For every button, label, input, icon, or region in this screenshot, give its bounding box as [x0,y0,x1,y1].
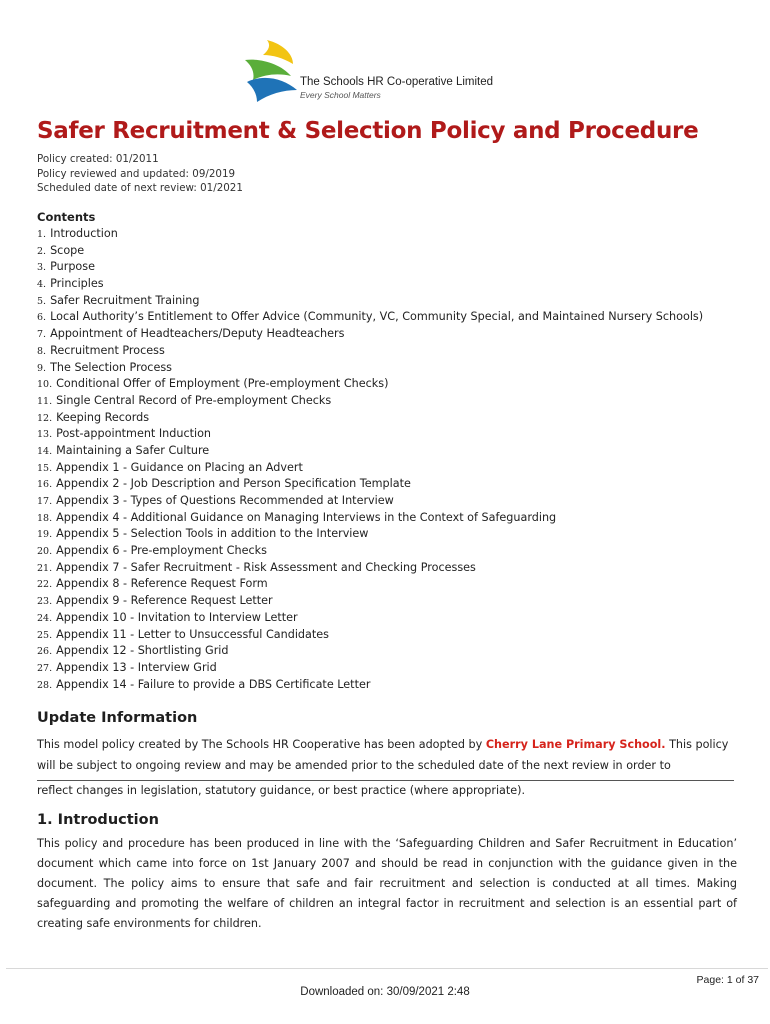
toc-item-number: 17. [37,496,53,507]
toc-item-number: 4. [37,279,47,291]
toc-item-number: 13. [37,429,53,441]
update-text-before: This model policy created by The Schools HR Cooperative has been adopted by [37,738,486,751]
toc-item-number: 8. [37,345,47,357]
toc-item[interactable] [37,460,703,477]
toc-item[interactable] [37,443,703,460]
toc-item-number: 2. [37,245,47,257]
toc-item-label: Appendix 1 - Guidance on Placing an Advert [56,460,303,474]
toc-item[interactable] [37,627,703,644]
toc-item-label: Appendix 7 - Safer Recruitment - Risk Assessment and Checking Processes [56,560,476,574]
toc-item-label: Principles [50,277,104,291]
toc-item-number: 6. [37,312,47,324]
org-logo [243,38,543,106]
contents-heading: Contents [37,210,96,224]
toc-item-label: Local Authority’s Entitlement to Offer Advice (Community, VC, Community Special, and Maintained Nursery Schools) [50,310,704,324]
toc-item-number: 3. [37,262,47,274]
toc-item[interactable] [37,410,703,427]
toc-item-number: 18. [37,512,53,524]
toc-item-number: 24. [37,612,53,624]
toc-item-label: Appointment of Headteachers/Deputy Headteachers [50,327,345,341]
toc-item[interactable] [37,343,703,360]
toc-item-label: Safer Recruitment Training [50,293,200,307]
toc-item-number: 19. [37,529,53,541]
toc-item-label: Appendix 10 - Invitation to Interview Letter [56,610,298,624]
toc-item[interactable] [37,543,703,560]
toc-item-number: 1. [37,229,47,240]
toc-item-number: 5. [37,295,47,307]
update-text-after: This policy will be subject to ongoing review and may be amended prior to the scheduled date of the next review in order to [37,738,729,772]
footer-divider [6,968,768,969]
policy-created: Policy created: 01/2011 [37,153,159,165]
toc-item-number: 22. [37,579,53,591]
toc-item[interactable] [37,493,703,510]
downloaded-timestamp: Downloaded on: 30/09/2021 2:48 [300,986,470,998]
toc-item[interactable] [37,293,703,310]
toc-item[interactable] [37,360,703,377]
toc-item[interactable] [37,309,703,326]
toc-item[interactable] [37,526,703,543]
page-number: Page: 1 of 37 [696,974,759,986]
policy-next-review: Scheduled date of next review: 01/2021 [37,182,243,195]
toc-item[interactable] [37,643,703,660]
toc-item-number: 11. [37,395,53,407]
toc-item-label: Appendix 12 - Shortlisting Grid [56,644,229,658]
toc-item[interactable] [37,326,703,343]
toc-item-label: Appendix 3 - Types of Questions Recommended at Interview [56,494,394,507]
toc-item[interactable] [37,259,703,276]
toc-item[interactable] [37,560,703,577]
toc-item-label: Appendix 14 - Failure to provide a DBS Certificate Letter [56,677,371,691]
toc-item-number: 14. [37,445,53,457]
toc-item-number: 9. [37,362,47,374]
toc-item-number: 21. [37,562,53,574]
toc-item-number: 23. [37,596,53,608]
introduction-title: Introduction [57,812,159,828]
introduction-number: 1. [37,812,53,828]
toc-item-label: Appendix 5 - Selection Tools in addition to the Interview [56,527,369,541]
toc-item[interactable] [37,593,703,610]
toc-item-label: Appendix 11 - Letter to Unsuccessful Candidates [56,627,329,641]
toc-item-label: Single Central Record of Pre-employment Checks [56,393,332,407]
toc-item[interactable] [37,610,703,627]
toc-item-label: Appendix 6 - Pre-employment Checks [56,544,267,558]
toc-item-label: Appendix 8 - Reference Request Form [56,577,268,591]
document-title: Safer Recruitment & Selection Policy and Procedure [37,118,699,144]
toc-item-label: Appendix 13 - Interview Grid [56,660,217,674]
toc-item-label: Recruitment Process [50,343,165,357]
toc-item[interactable] [37,226,703,243]
toc-item-label: Scope [50,243,85,257]
update-information-continued: reflect changes in legislation, statutory guidance, or best practice (where appropriate). [37,784,526,797]
divider [37,780,734,781]
toc-item[interactable] [37,243,703,260]
toc-item-number: 12. [37,412,53,424]
toc-item[interactable] [37,660,703,677]
toc-item-number: 25. [37,629,53,641]
toc-item-label: Maintaining a Safer Culture [56,443,210,457]
toc-item-label: The Selection Process [50,360,172,374]
toc-item-number: 27. [37,662,53,674]
toc-item-number: 7. [37,329,47,341]
update-information-text [37,734,737,776]
toc-item-number: 20. [37,546,53,558]
toc-item[interactable] [37,376,703,393]
toc-item[interactable] [37,510,703,527]
toc-item[interactable] [37,276,703,293]
toc-item[interactable] [37,393,703,410]
policy-reviewed: Policy reviewed and updated: 09/2019 [37,167,236,180]
toc-item-label: Introduction [50,227,118,240]
update-information-heading: Update Information [37,710,198,726]
toc-item-label: Appendix 2 - Job Description and Person Specification Template [56,477,411,491]
toc-item[interactable] [37,576,703,593]
toc-item-label: Purpose [50,260,95,274]
toc-item-label: Keeping Records [56,410,150,424]
toc-item[interactable] [37,426,703,443]
toc-item[interactable] [37,476,703,493]
org-name: The Schools HR Co-operative Limited [300,76,494,88]
leaf-logo-icon [243,38,299,104]
toc-item-label: Conditional Offer of Employment (Pre-employment Checks) [56,377,389,391]
toc-item[interactable] [37,677,703,694]
org-tagline: Every School Matters [300,90,381,100]
toc-item-number: 16. [37,479,53,491]
introduction-heading [37,812,159,828]
toc-item-label: Appendix 9 - Reference Request Letter [56,594,273,608]
toc-item-number: 10. [37,379,53,391]
toc-item-number: 26. [37,646,53,658]
table-of-contents [37,226,703,693]
policy-meta [37,152,243,196]
toc-item-number: 28. [37,679,53,691]
toc-item-label: Post-appointment Induction [56,427,212,441]
introduction-text: This policy and procedure has been produced in line with the ‘Safeguarding Children and Safer Recruitment in Education’ document which came into force on 1st January 2007 and should be read in conjunction with the guidance given in the document. The policy aims to ensure that safe and fair recruitment and selection is conducted at all times. Making safeguarding and promoting the welfare of children an integral factor in recruitment and selection is an essential part of creating safe environments for children. [37,837,737,930]
toc-item-label: Appendix 4 - Additional Guidance on Managing Interviews in the Context of Safeguarding [56,510,557,524]
school-name: Cherry Lane Primary School. [485,738,666,751]
toc-item-number: 15. [37,462,53,474]
